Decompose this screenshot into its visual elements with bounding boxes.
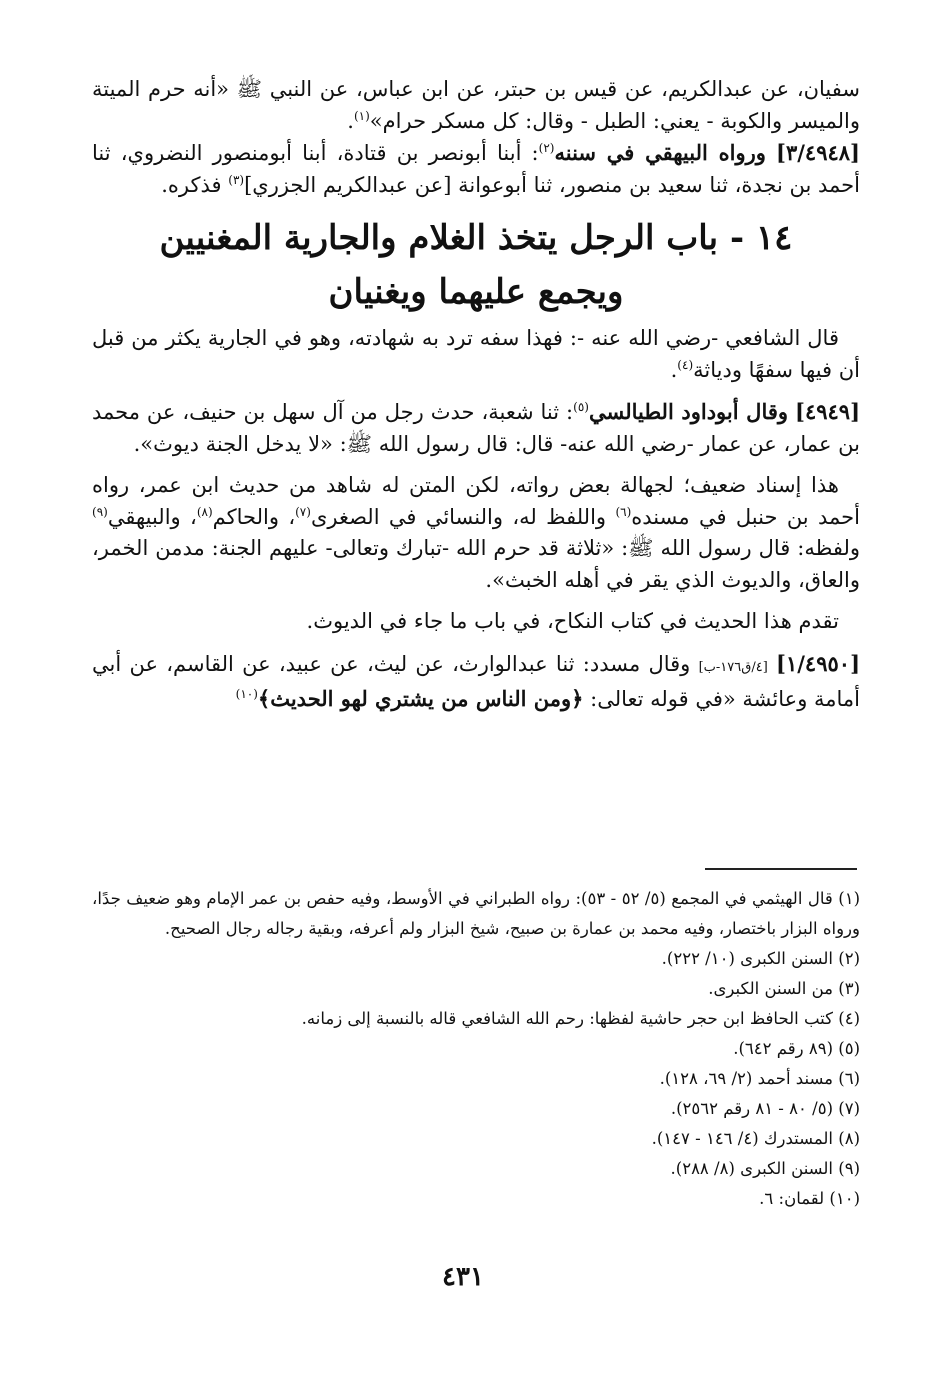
footnote-2: (٢) السنن الكبرى (١٠/ ٢٢٢). [661,949,860,968]
paragraph-2 [92,137,860,201]
source-name: وقال أبوداود الطيالسي [588,399,789,424]
paragraph-4 [92,396,860,460]
paragraph-7 [92,648,860,716]
footnote-ref: (٦) [615,504,632,519]
footnote-ref: (١) [353,108,370,123]
footnote-ref: (٨) [196,504,213,519]
paragraph-text: وقال مسدد: ثنا عبدالوارث، عن ليث، عن عبيد، عن القاسم، عن أبي أمامة وعائشة «في قوله تعالى: [92,651,860,711]
hadith-number: [٣/٤٩٤٨] [776,140,860,165]
footnote-10: (١٠) لقمان: ٦. [759,1189,860,1208]
paragraph-text: ، والحاكم [212,504,296,529]
footnote-ref: (٥) [573,400,589,414]
footnote-7: (٧) (٥/ ٨٠ - ٨١ رقم ٢٥٦٢). [670,1099,860,1118]
footnote-5: (٥) (٨٩ رقم ٦٤٢). [733,1039,860,1058]
footnote-6: (٦) مسند أحمد (٢/ ٦٩، ١٢٨). [659,1069,860,1088]
footnote-8: (٨) المستدرك (٤/ ١٤٦ - ١٤٧). [651,1129,860,1148]
footnote-separator [705,868,857,870]
paragraph-text: هذا إسناد ضعيف؛ لجهالة بعض رواته، لكن المتن له شاهد من حديث ابن عمر، رواه أحمد بن حنبل في مسنده [92,473,860,529]
paragraph-text: تقدم هذا الحديث في كتاب النكاح، في باب ما جاء في الديوث. [306,609,839,633]
paragraph-text: واللفظ له، والنسائي في الصغرى [310,504,616,529]
footnote-9: (٩) السنن الكبرى (٨/ ٢٨٨). [670,1159,860,1178]
footnote-ref: (٧) [295,504,311,519]
paragraph-end: . [670,357,678,382]
footnotes [92,884,860,1214]
paragraph-6 [92,606,860,638]
hadith-number: [٤٩٤٩] [795,399,860,424]
paragraph-text: ، والبيهقي [107,504,197,529]
footnote-ref: (٩) [92,504,108,519]
paragraph-5 [92,470,860,596]
main-text [92,74,860,716]
chapter-title-line-2: ويجمع عليهما ويغنيان [328,272,624,312]
page-number: ٤٣١ [442,1262,484,1292]
chapter-title [92,211,860,319]
manuscript-ref: [٤/ق١٧٦-ب] [698,659,768,675]
footnote-1: (١) قال الهيثمي في المجمع (٥/ ٥٢ - ٥٣): رواه الطبراني في الأوسط، وفيه حفص بن عمر الإمام وهو ضعيف جدًا، ورواه البزار باختصار، وفيه محمد بن عمارة بن صبيح، شيخ البزار ولم أعرفه، وبقية رجاله رجال الصحيح. [92,889,861,938]
footnote-ref: (٤) [677,357,694,372]
footnote-4: (٤) كتب الحافظ ابن حجر حاشية لفظها: رحم الله الشافعي قاله بالنسبة إلى زمانه. [301,1009,860,1028]
paragraph-1 [92,74,860,137]
paragraph-text: : ثنا شعبة، حدث رجل من آل سهل بن حنيف، عن محمد بن عمار، عن عمار -رضي الله عنه- قال: قال رسول الله ﷺ: «لا يدخل الجنة ديوث». [92,400,860,456]
footnote-ref: (٣) [228,172,245,187]
footnote-ref: (٢) [538,141,555,155]
footnote-ref: (١٠) [235,687,258,701]
quran-verse: ﴿ومن الناس من يشتري لهو الحديث﴾ [257,686,584,711]
hadith-number: [١/٤٩٥٠] [776,650,860,676]
paragraph-text: : أبنا أبونصر بن قتادة، أبنا أبومنصور النضروي، ثنا أحمد بن نجدة، ثنا سعيد بن منصور، ثنا أبوعوانة [عن عبدالكريم الجزري] [92,141,860,197]
paragraph-text: سفيان، عن عبدالكريم، عن قيس بن حبتر، عن ابن عباس، عن النبي ﷺ «أنه حرم الميتة والميسر والكوبة - يعني: الطبل - وقال: كل مسكر حرام» [92,77,860,133]
paragraph-end: . [347,108,354,133]
footnote-3: (٣) من السنن الكبرى. [708,979,860,998]
chapter-title-line-1: ١٤ - باب الرجل يتخذ الغلام والجارية المغنيين [159,218,793,258]
paragraph-3 [92,323,860,386]
paragraph-text: ولفظه: قال رسول الله ﷺ: «ثلاثة قد حرم الله -تبارك وتعالى- عليهم الجنة: مدمن الخمر، والعاق، والديوث الذي يقر في أهله الخبث». [92,536,860,592]
paragraph-text: فذكره. [161,172,229,197]
source-name: ورواه البيهقي في سننه [554,140,766,165]
paragraph-text: قال الشافعي -رضي الله عنه -: فهذا سفه ترد به شهادته، وهو في الجارية يكثر من قبل أن فيها سفهًا ودياثة [92,326,860,382]
